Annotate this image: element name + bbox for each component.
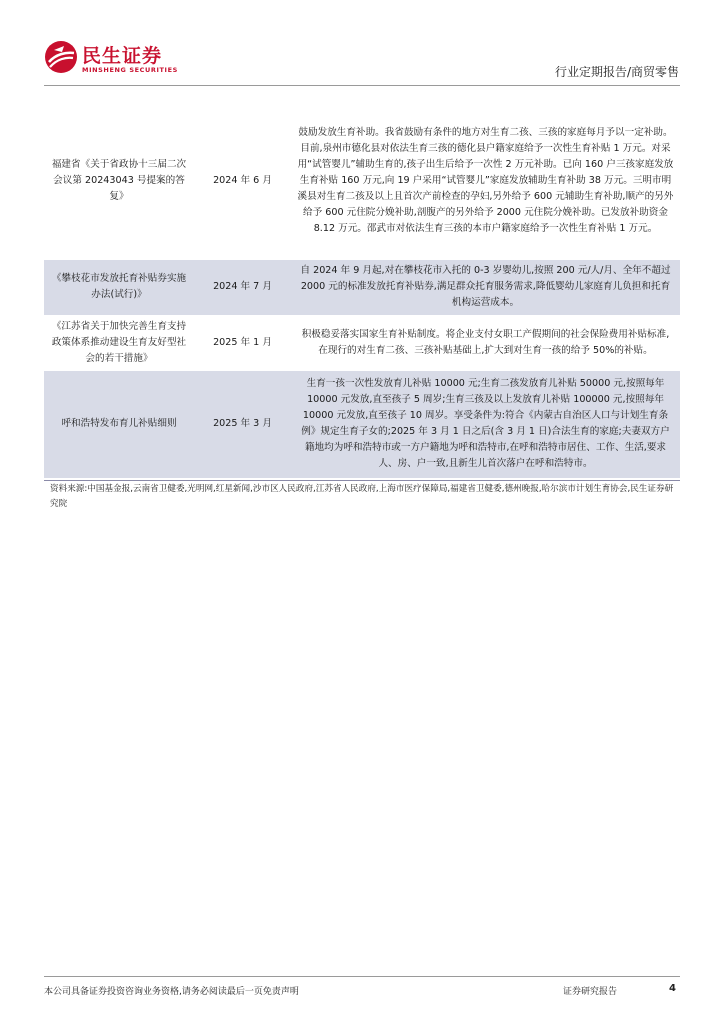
policy-date: 2024 年 7 月 xyxy=(194,259,291,315)
policy-description: 鼓励发放生育补助。我省鼓励有条件的地方对生育二孩、三孩的家庭每月予以一定补助。目前,泉州市德化县对依法生育三孩的德化县户籍家庭给予一次性生育补贴 1 万元。对采用“试管婴儿”辅助生育的,孩子出生后给予一次性 2 万元补助。已向 160 户三孩家庭发放生育补贴 160 万元,向 19 户采用“试管婴儿”家庭发放辅助生育补助 38 万元。三明市明溪县对生育二孩及以上且首次产前检查的孕妇,另外给予 600 元辅助生育补助,顺产的另外给予 600 元住院分娩补助,剖腹产的另外给予 2000 元住院分娩补助。已发放补助资金 8.12 万元。邵武市对依法生育三孩的本市户籍家庭给予一次性生育补贴 1 万元。 xyxy=(291,103,680,259)
company-logo xyxy=(44,40,194,80)
source-note: 资料来源:中国基金报,云南省卫健委,光明网,红星新闻,沙市区人民政府,江苏省人民政府,上海市医疗保障局,福建省卫健委,德州晚报,哈尔滨市计划生育协会,民生证券研究院 xyxy=(50,484,674,509)
footer-divider xyxy=(44,976,680,977)
policy-table xyxy=(44,103,680,479)
table-row xyxy=(44,259,680,315)
policy-name: 呼和浩特发布育儿补贴细则 xyxy=(44,370,194,478)
table-row xyxy=(44,315,680,370)
table-row xyxy=(44,370,680,478)
policy-description: 积极稳妥落实国家生育补贴制度。将企业支付女职工产假期间的社会保险费用补贴标准,在现行的对生育二孩、三孩补贴基础上,扩大到对生育一孩的给予 50%的补贴。 xyxy=(291,315,680,370)
header-divider xyxy=(44,85,680,86)
policy-date: 2025 年 1 月 xyxy=(194,315,291,370)
minsheng-logo-icon xyxy=(44,40,78,74)
logo-chinese-name: 民生证券 xyxy=(82,45,163,67)
policy-name: 福建省《关于省政协十三届二次会议第 20243043 号提案的答复》 xyxy=(44,103,194,259)
policy-description: 生育一孩一次性发放育儿补贴 10000 元;生育二孩发放育儿补贴 50000 元,按照每年 10000 元发放,直至孩子 5 周岁;生育三孩及以上发放育儿补贴 100000 元,按照每年 10000 元发放,直至孩子 10 周岁。享受条件为:符合《内蒙古自治区人口与计划生育条例》规定生育子女的;2025 年 3 月 1 日之后(含 3 月 1 日)合法生育的家庭;夫妻双方户籍地均为呼和浩特市或一方户籍地为呼和浩特市,在呼和浩特市居住、工作、生活,要求人、房、户一致,且新生儿首次落户在呼和浩特市。 xyxy=(291,370,680,478)
policy-name: 《江苏省关于加快完善生育支持政策体系推动建设生育友好型社会的若干措施》 xyxy=(44,315,194,370)
page-header xyxy=(0,0,724,90)
policy-date: 2024 年 6 月 xyxy=(194,103,291,259)
policy-name: 《攀枝花市发放托育补贴券实施办法(试行)》 xyxy=(44,259,194,315)
table-bottom-rule xyxy=(44,480,680,481)
policy-date: 2025 年 3 月 xyxy=(194,370,291,478)
policy-description: 自 2024 年 9 月起,对在攀枝花市入托的 0-3 岁婴幼儿,按照 200 元/人/月、全年不超过 2000 元的标准发放托育补贴券,满足群众托育服务需求,降低婴幼儿家庭育儿负担和托育机构运营成本。 xyxy=(291,259,680,315)
table-row xyxy=(44,103,680,259)
page-number: 4 xyxy=(669,983,676,994)
logo-english-name: MINSHENG SECURITIES xyxy=(82,66,178,74)
report-category: 行业定期报告/商贸零售 xyxy=(554,65,679,79)
footer-disclaimer: 本公司具备证券投资咨询业务资格,请务必阅读最后一页免责声明 xyxy=(44,987,299,997)
footer-report-type: 证券研究报告 xyxy=(563,987,618,997)
